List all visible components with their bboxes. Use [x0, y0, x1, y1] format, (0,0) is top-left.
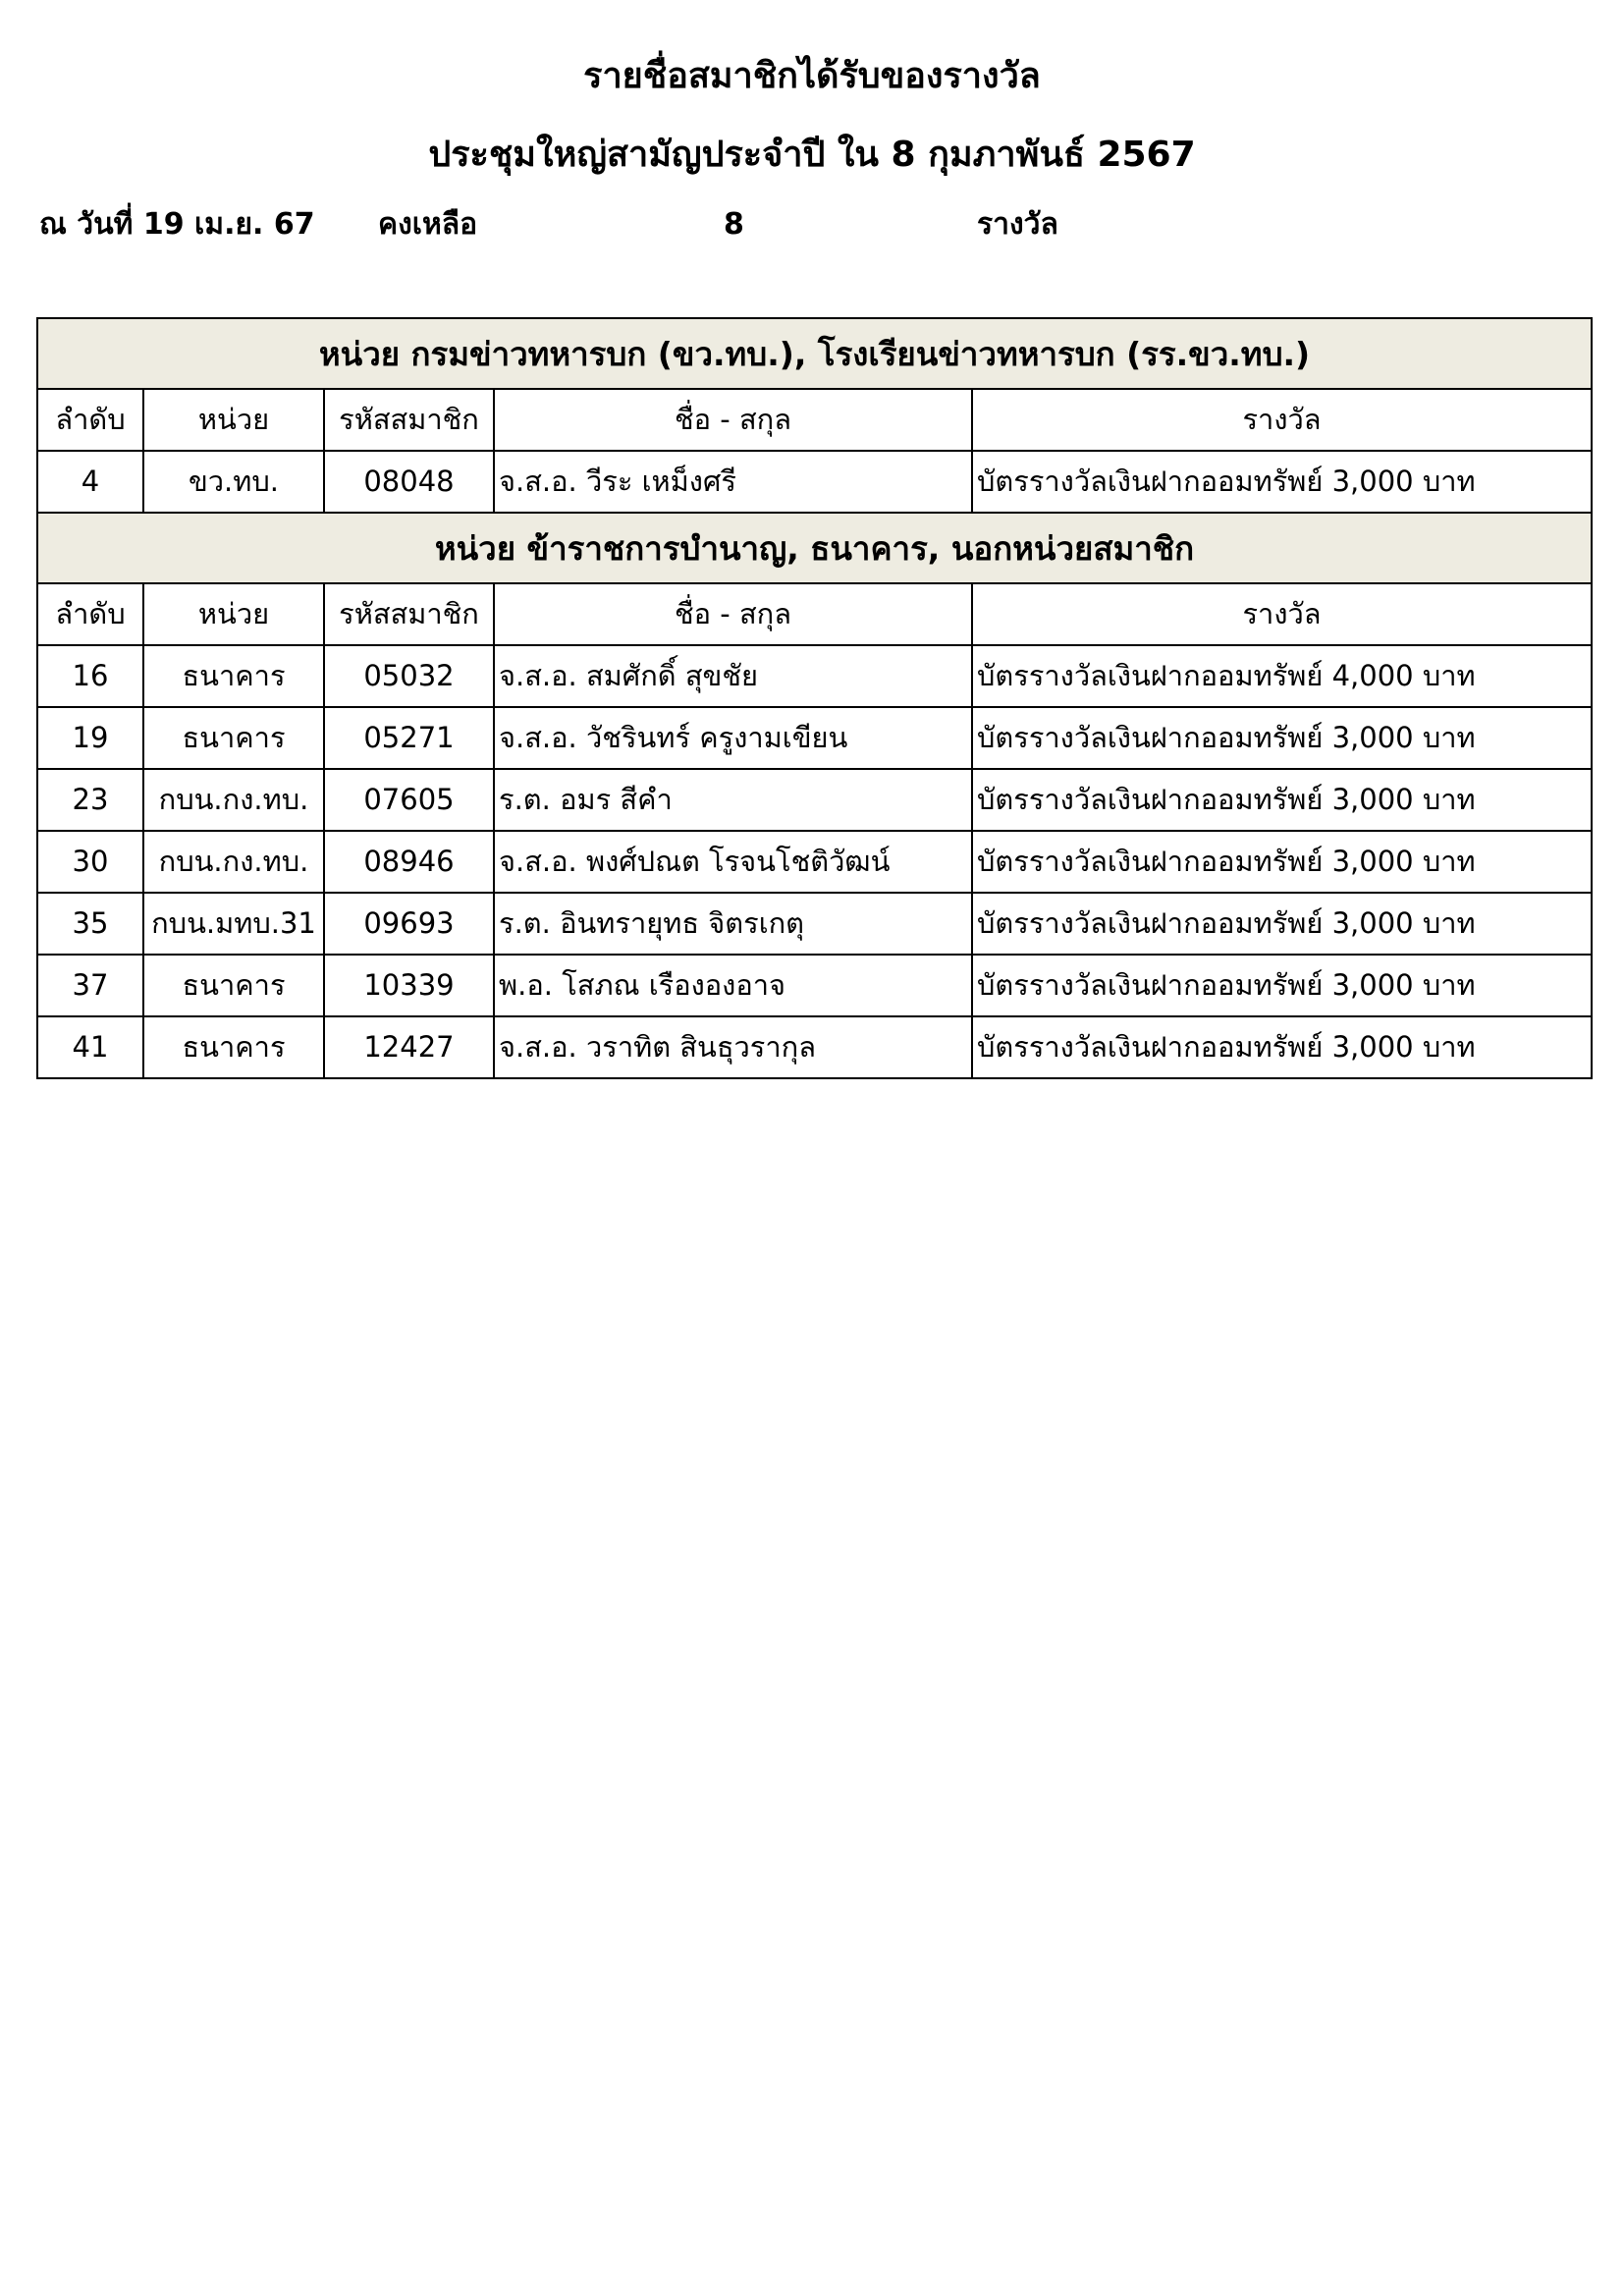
cell-award: บัตรรางวัลเงินฝากออมทรัพย์ 4,000 บาท — [972, 645, 1592, 707]
column-header-no: ลำดับ — [37, 389, 143, 451]
cell-member-id: 09693 — [324, 893, 494, 955]
cell-no: 30 — [37, 831, 143, 893]
cell-member-id: 07605 — [324, 769, 494, 831]
cell-award: บัตรรางวัลเงินฝากออมทรัพย์ 3,000 บาท — [972, 831, 1592, 893]
cell-unit: ธนาคาร — [143, 1016, 324, 1078]
cell-unit: ธนาคาร — [143, 955, 324, 1016]
cell-no: 19 — [37, 707, 143, 769]
cell-award: บัตรรางวัลเงินฝากออมทรัพย์ 3,000 บาท — [972, 893, 1592, 955]
info-unit-label: รางวัล — [977, 207, 1058, 242]
cell-unit: ขว.ทบ. — [143, 451, 324, 513]
column-header-row — [37, 583, 1592, 645]
cell-unit: กบน.กง.ทบ. — [143, 831, 324, 893]
column-header-member-id: รหัสสมาชิก — [324, 389, 494, 451]
column-header-name: ชื่อ - สกุล — [494, 389, 972, 451]
column-header-row — [37, 389, 1592, 451]
section-header — [37, 318, 1592, 389]
cell-award: บัตรรางวัลเงินฝากออมทรัพย์ 3,000 บาท — [972, 451, 1592, 513]
table-row — [37, 645, 1592, 707]
section-title: หน่วย ข้าราชการบำนาญ, ธนาคาร, นอกหน่วยสมาชิก — [37, 513, 1592, 583]
cell-name: จ.ส.อ. สมศักดิ์ สุขชัย — [494, 645, 972, 707]
cell-no: 16 — [37, 645, 143, 707]
cell-member-id: 05032 — [324, 645, 494, 707]
table-row — [37, 769, 1592, 831]
cell-unit: กบน.มทบ.31 — [143, 893, 324, 955]
column-header-name: ชื่อ - สกุล — [494, 583, 972, 645]
table-row — [37, 893, 1592, 955]
cell-name: จ.ส.อ. วีระ เหม็งศรี — [494, 451, 972, 513]
cell-name: พ.อ. โสภณ เรืององอาจ — [494, 955, 972, 1016]
info-remaining-count: 8 — [724, 207, 744, 242]
cell-name: จ.ส.อ. พงศ์ปณต โรจนโชติวัฒน์ — [494, 831, 972, 893]
column-header-no: ลำดับ — [37, 583, 143, 645]
page-title: รายชื่อสมาชิกได้รับของรางวัล — [583, 56, 1041, 96]
cell-award: บัตรรางวัลเงินฝากออมทรัพย์ 3,000 บาท — [972, 707, 1592, 769]
column-header-award: รางวัล — [972, 583, 1592, 645]
cell-unit: ธนาคาร — [143, 645, 324, 707]
cell-no: 35 — [37, 893, 143, 955]
award-table — [36, 317, 1593, 1079]
cell-no: 41 — [37, 1016, 143, 1078]
cell-unit: กบน.กง.ทบ. — [143, 769, 324, 831]
cell-award: บัตรรางวัลเงินฝากออมทรัพย์ 3,000 บาท — [972, 769, 1592, 831]
cell-name: ร.ต. อินทรายุทธ จิตรเกตุ — [494, 893, 972, 955]
section-title: หน่วย กรมข่าวทหารบก (ขว.ทบ.), โรงเรียนข่าวทหารบก (รร.ขว.ทบ.) — [37, 318, 1592, 389]
column-header-award: รางวัล — [972, 389, 1592, 451]
table-row — [37, 1016, 1592, 1078]
info-remaining-label: คงเหลือ — [378, 207, 478, 242]
cell-name: จ.ส.อ. วราทิต สินธุวรากุล — [494, 1016, 972, 1078]
cell-member-id: 10339 — [324, 955, 494, 1016]
info-date: ณ วันที่ 19 เม.ย. 67 — [39, 207, 315, 242]
cell-award: บัตรรางวัลเงินฝากออมทรัพย์ 3,000 บาท — [972, 1016, 1592, 1078]
cell-award: บัตรรางวัลเงินฝากออมทรัพย์ 3,000 บาท — [972, 955, 1592, 1016]
cell-no: 4 — [37, 451, 143, 513]
cell-member-id: 05271 — [324, 707, 494, 769]
cell-name: ร.ต. อมร สีคำ — [494, 769, 972, 831]
cell-member-id: 12427 — [324, 1016, 494, 1078]
cell-unit: ธนาคาร — [143, 707, 324, 769]
table-row — [37, 955, 1592, 1016]
cell-no: 23 — [37, 769, 143, 831]
column-header-unit: หน่วย — [143, 389, 324, 451]
cell-member-id: 08946 — [324, 831, 494, 893]
section-header — [37, 513, 1592, 583]
table-row — [37, 831, 1592, 893]
column-header-unit: หน่วย — [143, 583, 324, 645]
cell-member-id: 08048 — [324, 451, 494, 513]
column-header-member-id: รหัสสมาชิก — [324, 583, 494, 645]
cell-name: จ.ส.อ. วัชรินทร์ ครูงามเขียน — [494, 707, 972, 769]
table-row — [37, 451, 1592, 513]
cell-no: 37 — [37, 955, 143, 1016]
page-subtitle: ประชุมใหญ่สามัญประจำปี ใน 8 กุมภาพันธ์ 2567 — [428, 135, 1196, 175]
table-row — [37, 707, 1592, 769]
